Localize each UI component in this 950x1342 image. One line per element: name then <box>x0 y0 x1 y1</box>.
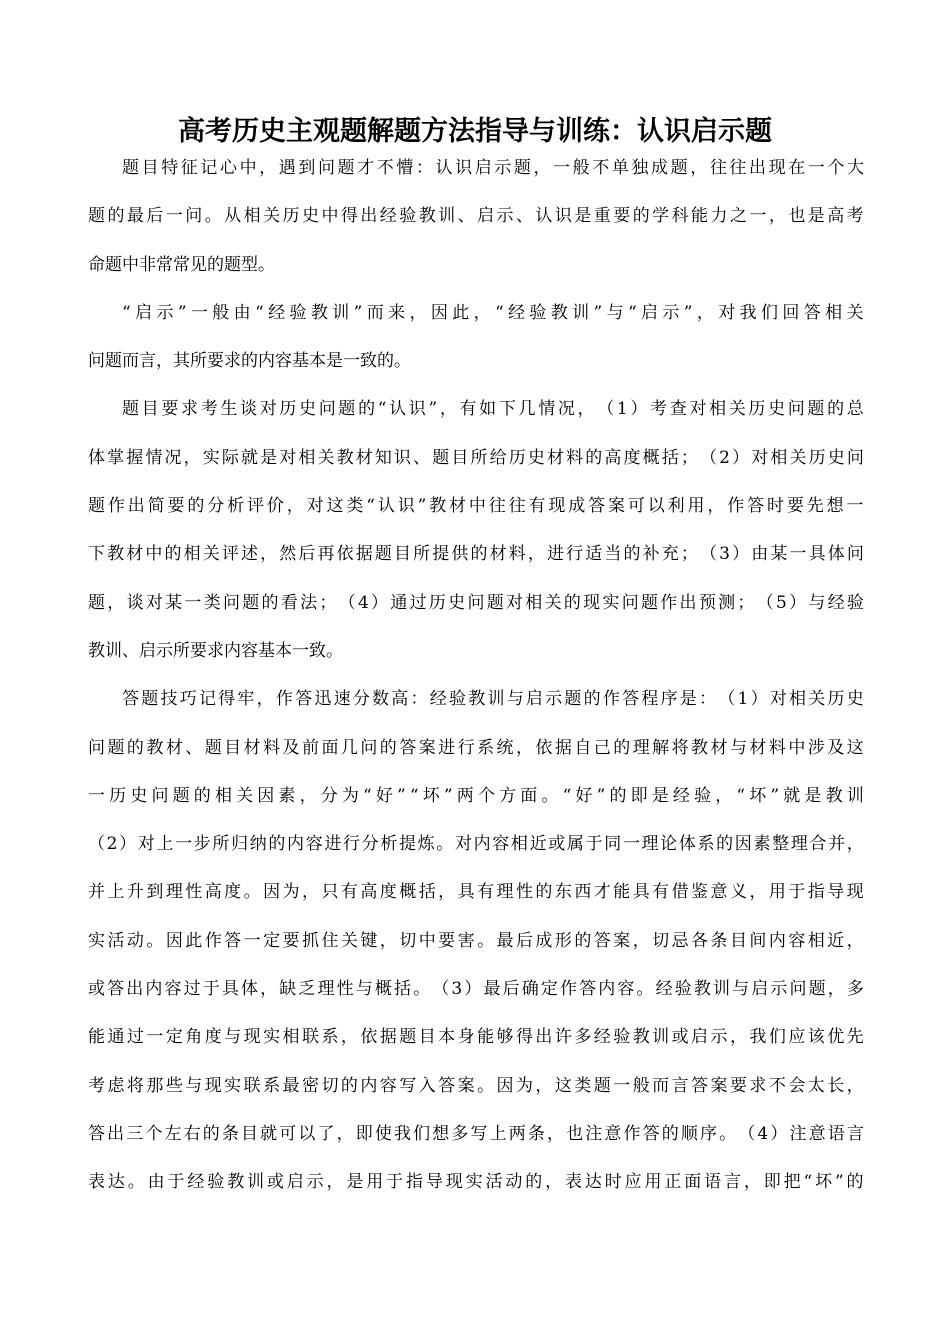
text-line: “ 启 示 ” 一 般 由 “ 经 验 教 训 ” 而 来 ， 因 此 ， “ 经 验 教 训 ” 与 “ 启 示 ” ， 对 我 们 回 答 相 关 <box>122 302 864 323</box>
text-line: 问 题 的 教 材 、 题 目 材 料 及 前 面 几 问 的 答 案 进 行 系 统 ， 依 据 自 己 的 理 解 将 教 材 与 材 料 中 涉 及 这 <box>88 737 864 758</box>
paragraph <box>88 295 864 392</box>
text-line: 并 上 升 到 理 性 高 度 。 因 为 ， 只 有 高 度 概 括 ， 具 有 理 性 的 东 西 才 能 具 有 借 鉴 意 义 ， 用 于 指 导 现 <box>88 882 864 903</box>
text-line: 题 目 要 求 考 生 谈 对 历 史 问 题 的 “ 认 识 ” ， 有 如 下 几 情 况 ， （ 1 ） 考 查 对 相 关 历 史 问 题 的 总 <box>122 399 864 420</box>
text-line: 实 活 动 。 因 此 作 答 一 定 要 抓 住 关 键 ， 切 中 要 害 。 最 后 成 形 的 答 案 ， 切 忌 各 条 目 间 内 容 相 近 ， <box>88 930 864 951</box>
text-line: 答 出 三 个 左 右 的 条 目 就 可 以 了 ， 即 使 我 们 想 多 写 上 两 条 ， 也 注 意 作 答 的 顺 序 。 （ 4 ） 注 意 语 言 <box>88 1123 864 1144</box>
text-line: 或 答 出 内 容 过 于 具 体 ， 缺 乏 理 性 与 概 括 。 （ 3 ） 最 后 确 定 作 答 内 容 。 经 验 教 训 与 启 示 问 题 ， 多 <box>88 979 864 1000</box>
text-line: 答 题 技 巧 记 得 牢 ， 作 答 迅 速 分 数 高 ： 经 验 教 训 与 启 示 题 的 作 答 程 序 是 ： （ 1 ） 对 相 关 历 史 <box>122 689 864 710</box>
text-line: 体 掌 握 情 况 ， 实 际 就 是 对 相 关 教 材 知 识 、 题 目 所 给 历 史 材 料 的 高 度 概 括 ； （ 2 ） 对 相 关 历 史 问 <box>88 447 864 468</box>
text-line: 题 作 出 简 要 的 分 析 评 价 ， 对 这 类 “ 认 识 ” 教 材 中 往 往 有 现 成 答 案 可 以 利 用 ， 作 答 时 要 先 想 一 <box>88 496 864 517</box>
text-line: 问题而言，其所要求的内容基本是一致的。 <box>88 351 411 372</box>
text-line: 一 历 史 问 题 的 相 关 因 素 ， 分 为 “ 好 ” “ 坏 ” 两 个 方 面 。 “ 好 ” 的 即 是 经 验 ， “ 坏 ” 就 是 教 训 <box>88 785 864 806</box>
paragraph <box>88 681 864 1212</box>
text-line: 表 达 。 由 于 经 验 教 训 或 启 示 ， 是 用 于 指 导 现 实 活 动 的 ， 表 达 时 应 用 正 面 语 言 ， 即 把 “ 坏 ” 的 <box>88 1172 864 1193</box>
text-line: （ 2 ） 对 上 一 步 所 归 纳 的 内 容 进 行 分 析 提 炼 。 对 内 容 相 近 或 属 于 同 一 理 论 体 系 的 因 素 整 理 合 并 ， <box>88 834 864 855</box>
text-line: 命题中非常常见的题型。 <box>88 254 275 275</box>
text-line: 题 目 特 征 记 心 中 ， 遇 到 问 题 才 不 懵 ： 认 识 启 示 题 ， 一 般 不 单 独 成 题 ， 往 往 出 现 在 一 个 大 <box>122 158 864 178</box>
document-body <box>88 150 864 1213</box>
document-title: 高考历史主观题解题方法指导与训练：认识启示题 <box>178 116 772 147</box>
text-line: 考 虑 将 那 些 与 现 实 联 系 最 密 切 的 内 容 写 入 答 案 。 因 为 ， 这 类 题 一 般 而 言 答 案 要 求 不 会 太 长 ， <box>88 1075 864 1096</box>
paragraph <box>88 150 864 295</box>
text-line: 题 的 最 后 一 问 。 从 相 关 历 史 中 得 出 经 验 教 训 、 启 示 、 认 识 是 重 要 的 学 科 能 力 之 一 ， 也 是 高 考 <box>88 206 864 227</box>
text-line: 能 通 过 一 定 角 度 与 现 实 相 联 系 ， 依 据 题 目 本 身 能 够 得 出 许 多 经 验 教 训 或 启 示 ， 我 们 应 该 优 先 <box>88 1027 864 1048</box>
paragraph <box>88 391 864 681</box>
text-line: 教训、启示所要求内容基本一致。 <box>88 640 343 661</box>
text-line: 下 教 材 中 的 相 关 评 述 ， 然 后 再 依 据 题 目 所 提 供 的 材 料 ， 进 行 适 当 的 补 充 ； （ 3 ） 由 某 一 具 体 问 <box>88 544 864 565</box>
text-line: 题 ， 谈 对 某 一 类 问 题 的 看 法 ； （ 4 ） 通 过 历 史 问 题 对 相 关 的 现 实 问 题 作 出 预 测 ； （ 5 ） 与 经 验 <box>88 592 864 613</box>
